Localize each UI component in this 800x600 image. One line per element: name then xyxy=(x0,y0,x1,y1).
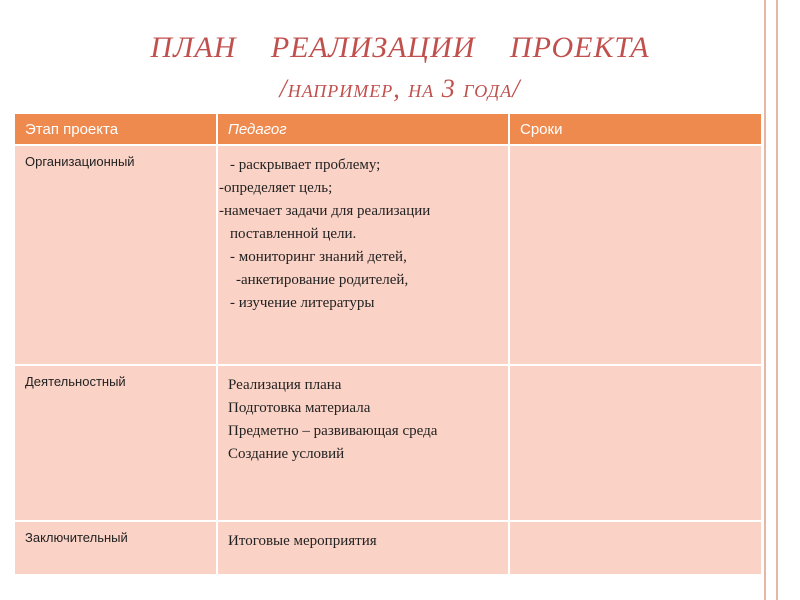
table-row xyxy=(15,365,762,521)
project-plan-table xyxy=(15,114,763,574)
stage-cell: Заключительный xyxy=(15,521,217,574)
teacher-line: Подготовка материала xyxy=(228,400,371,416)
header-teacher: Педагог xyxy=(217,114,509,145)
teacher-line: - изучение литературы xyxy=(230,295,375,311)
teacher-line: -анкетирование родителей, xyxy=(236,272,409,288)
teacher-line: -определяет цель; xyxy=(219,180,333,196)
term-cell xyxy=(509,365,762,521)
teacher-cell xyxy=(217,145,509,365)
teacher-line: - раскрывает проблему; xyxy=(230,157,381,173)
slide-title xyxy=(0,30,800,106)
teacher-line: Итоговые мероприятия xyxy=(228,533,377,549)
term-cell xyxy=(509,145,762,365)
stage-cell: Организационный xyxy=(15,145,217,365)
teacher-line: Реализация плана xyxy=(228,377,342,393)
table-row xyxy=(15,521,762,574)
teacher-cell xyxy=(217,521,509,574)
table-header-row xyxy=(15,114,762,145)
teacher-line: поставленной цели. xyxy=(230,226,357,242)
stage-cell: Деятельностный xyxy=(15,365,217,521)
title-line-sub: /например, на 3 года/ xyxy=(279,74,521,103)
teacher-line: -намечает задачи для реализации xyxy=(219,203,431,219)
teacher-cell xyxy=(217,365,509,521)
table-row xyxy=(15,145,762,365)
header-term: Сроки xyxy=(509,114,762,145)
header-stage: Этап проекта xyxy=(15,114,217,145)
teacher-line: Создание условий xyxy=(228,446,345,462)
teacher-line: - мониторинг знаний детей, xyxy=(230,249,407,265)
teacher-line: Предметно – развивающая среда xyxy=(228,423,438,439)
title-line-main: ПЛАН РЕАЛИЗАЦИИ ПРОЕКТА xyxy=(150,31,650,64)
term-cell xyxy=(509,521,762,574)
